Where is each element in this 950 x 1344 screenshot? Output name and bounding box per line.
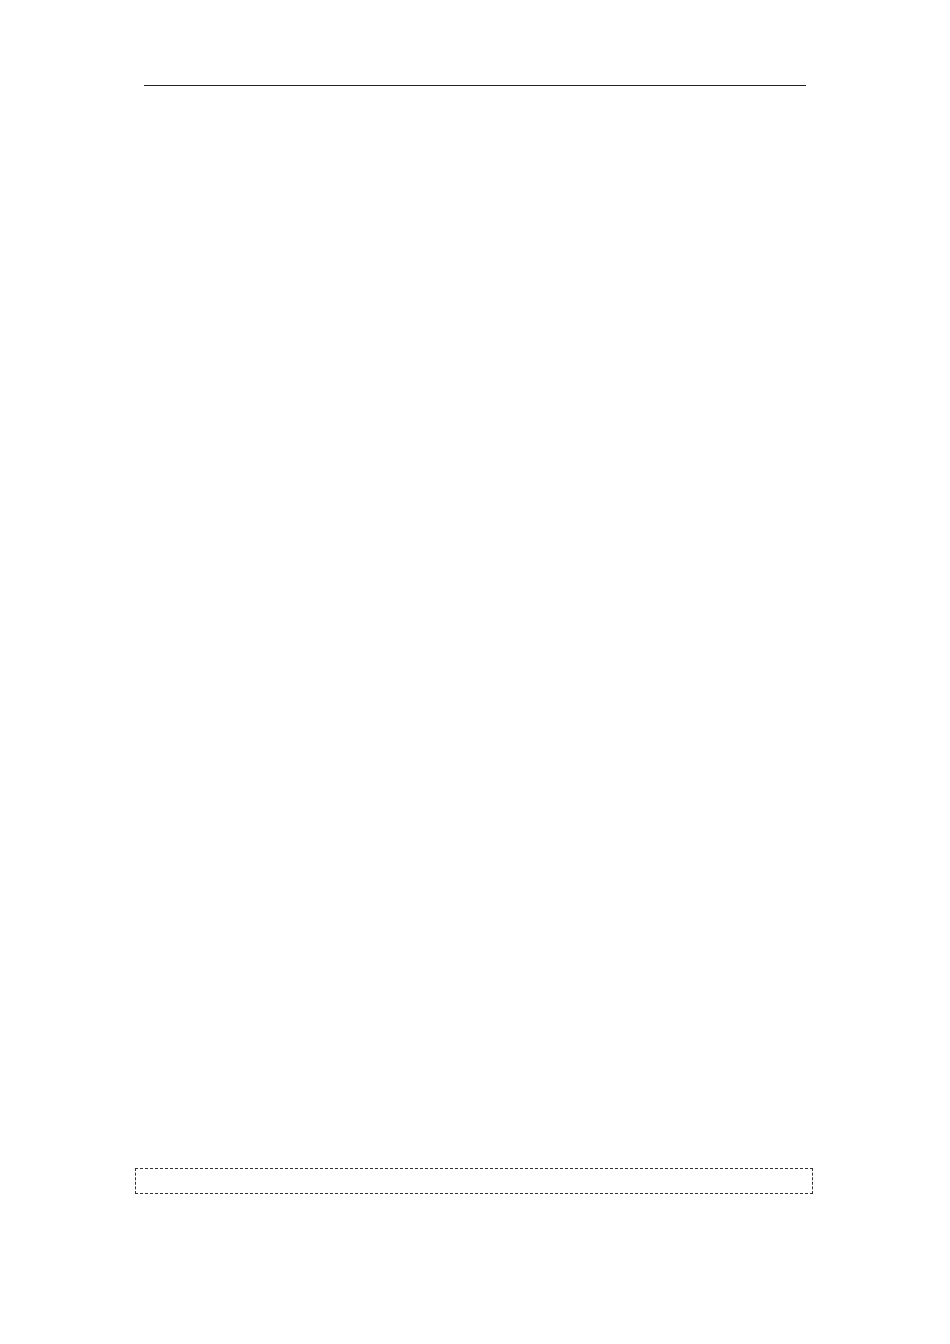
header-rule — [144, 85, 806, 86]
exercise-box — [135, 1168, 813, 1194]
